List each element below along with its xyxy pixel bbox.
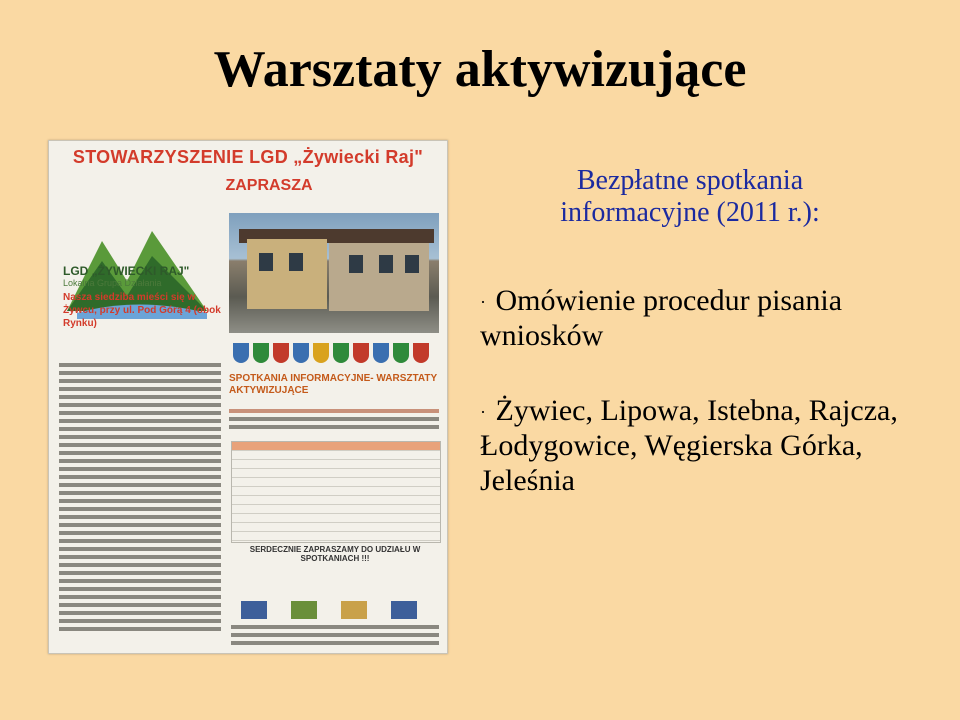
poster-footer-text xyxy=(231,625,439,649)
crest-icon xyxy=(413,343,429,363)
bullet-item xyxy=(480,283,940,353)
crest-icon xyxy=(313,343,329,363)
crest-icon xyxy=(273,343,289,363)
eu-flag-icon xyxy=(241,601,267,619)
poster-sponsor-logos xyxy=(231,601,439,621)
poster-meetings-heading: SPOTKANIA INFORMACYJNE- WARSZTATY AKTYWIZUJĄCE xyxy=(229,373,437,396)
poster-address: Nasza siedziba mieści się w Żywcu, przy ul. Pod Górą 4 (obok Rynku) xyxy=(63,292,221,329)
crest-icon xyxy=(253,343,269,363)
poster-meetings-text xyxy=(229,409,439,433)
poster-schedule-table xyxy=(231,441,441,543)
poster-body-text xyxy=(59,363,221,635)
bullet-item xyxy=(480,393,940,498)
sponsor-logo-icon xyxy=(391,601,417,619)
crest-icon xyxy=(353,343,369,363)
municipal-crests xyxy=(229,343,439,363)
bullet-mark: · xyxy=(480,292,486,312)
bullet-text: Omówienie procedur pisania wniosków xyxy=(480,284,843,352)
sponsor-logo-icon xyxy=(341,601,367,619)
poster-invite: SERDECZNIE ZAPRASZAMY DO UDZIAŁU W SPOTKANIACH !!! xyxy=(249,545,421,563)
poster-logo-subtitle: Lokalna Grupa Działania xyxy=(63,278,162,288)
crest-icon xyxy=(233,343,249,363)
bullet-mark: · xyxy=(480,402,486,422)
poster-header: STOWARZYSZENIE LGD „Żywiecki Raj" xyxy=(72,147,424,167)
crest-icon xyxy=(393,343,409,363)
office-building-photo xyxy=(229,213,439,333)
crest-icon xyxy=(373,343,389,363)
info-heading: Bezpłatne spotkania informacyjne (2011 r.): xyxy=(560,165,820,228)
slide-title: Warsztaty aktywizujące xyxy=(213,41,747,98)
info-panel xyxy=(480,165,950,497)
poster-logo-name: LGD „ŻYWIECKI RAJ" xyxy=(63,264,190,278)
sponsor-logo-icon xyxy=(291,601,317,619)
poster-image xyxy=(48,140,448,654)
bullet-text: Żywiec, Lipowa, Istebna, Rajcza, Łodygowice, Węgierska Górka, Jeleśnia xyxy=(480,394,898,497)
crest-icon xyxy=(293,343,309,363)
poster-subheader: ZAPRASZA xyxy=(225,177,313,194)
crest-icon xyxy=(333,343,349,363)
